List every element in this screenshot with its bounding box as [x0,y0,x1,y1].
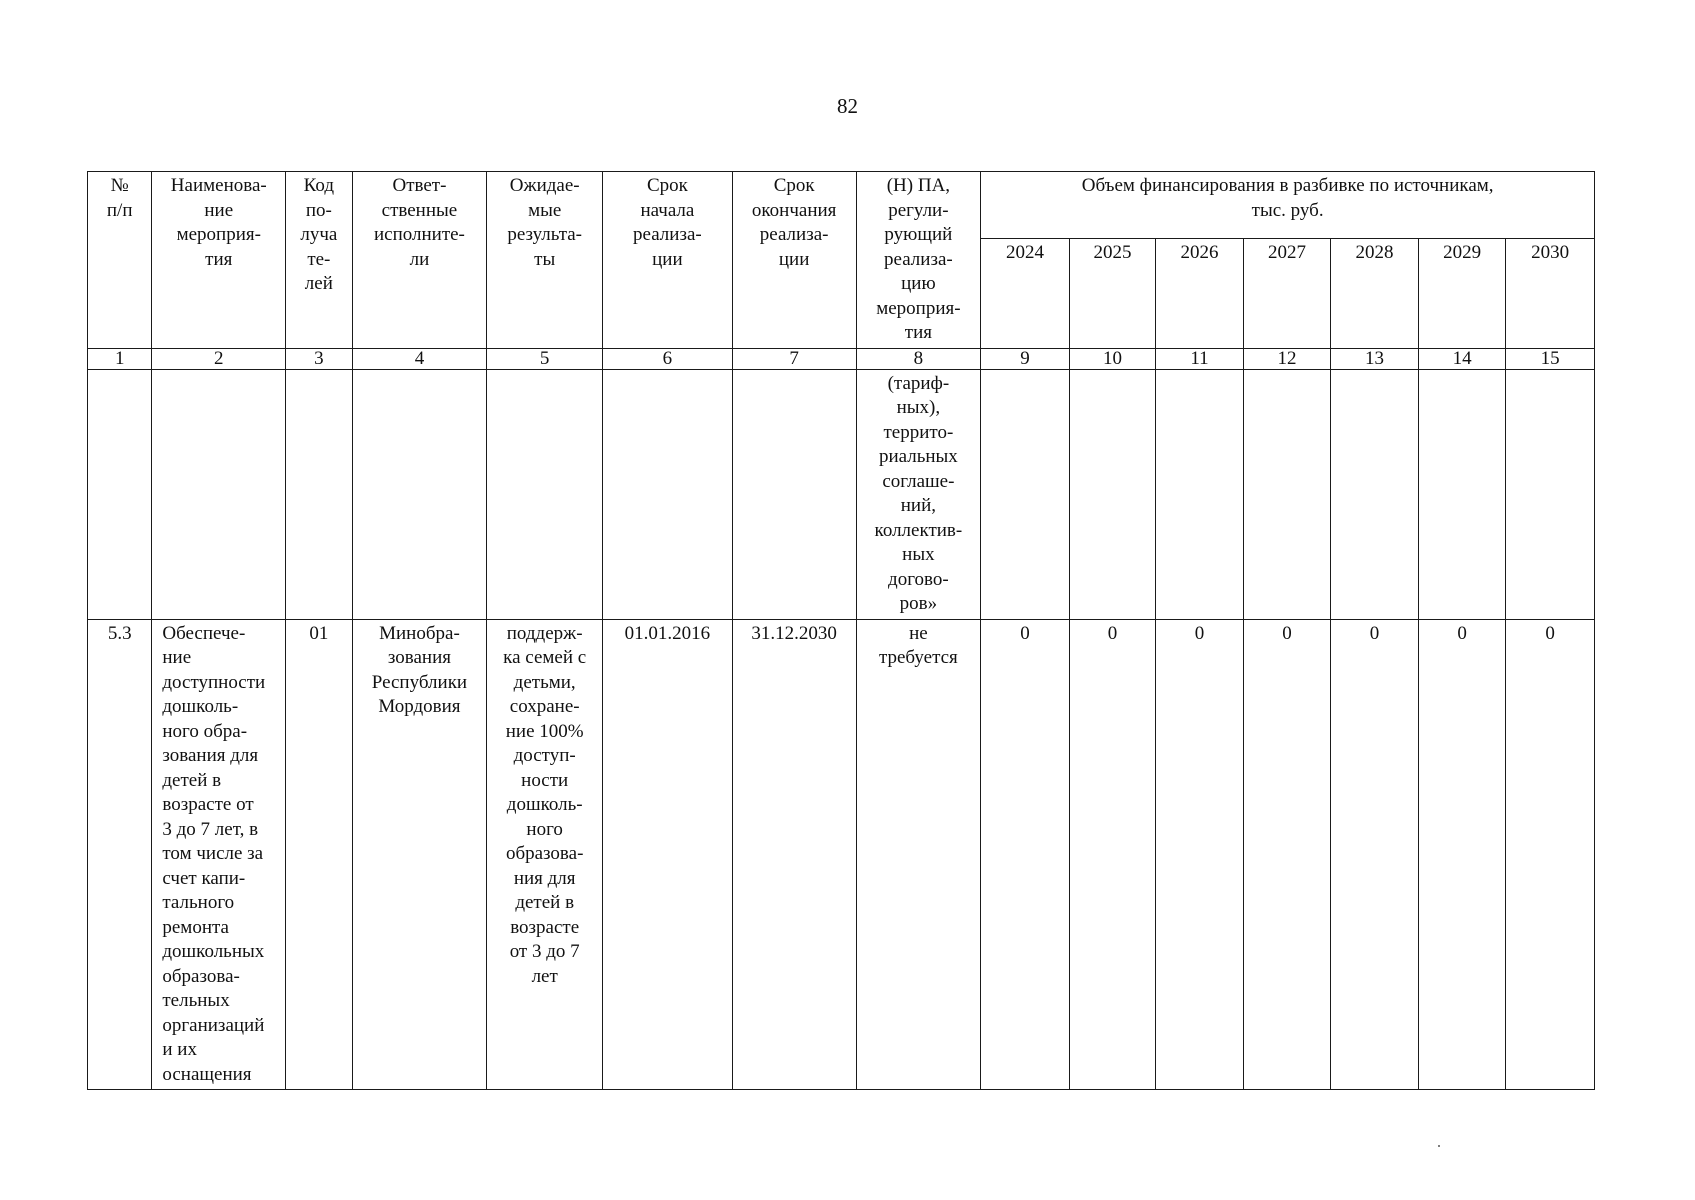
cell-value: 0 [1418,619,1506,1090]
financing-table [87,171,1595,1090]
table-row [88,369,1595,619]
table-row [88,619,1595,1090]
cell-value [1331,369,1419,619]
header-year: 2026 [1156,239,1244,348]
column-number: 3 [286,348,352,369]
cell-num [88,369,152,619]
cell-results: поддерж- ка семей с детьми, сохране- ние 100% доступ- ности дошколь- ного образова- ния для детей в возрасте от 3 до 7 лет [487,619,603,1090]
header-start: Срок начала реализа- ции [603,172,733,349]
column-number: 6 [603,348,733,369]
header-year: 2029 [1418,239,1506,348]
cell-value [1156,369,1244,619]
cell-value: 0 [1331,619,1419,1090]
cell-npa: не требуется [856,619,981,1090]
header-executor: Ответ- ственные исполните- ли [352,172,487,349]
cell-name [152,369,286,619]
column-number: 12 [1243,348,1331,369]
cell-value: 0 [981,619,1070,1090]
cell-code: 01 [286,619,352,1090]
header-code: Код по- луча те- лей [286,172,352,349]
column-number: 10 [1069,348,1156,369]
cell-value: 0 [1506,619,1595,1090]
cell-value [1418,369,1506,619]
column-number: 13 [1331,348,1419,369]
cell-end: 31.12.2030 [732,619,856,1090]
header-results: Ожидае- мые результа- ты [487,172,603,349]
column-number: 14 [1418,348,1506,369]
cell-value [1243,369,1331,619]
header-year: 2024 [981,239,1070,348]
column-number: 7 [732,348,856,369]
column-number: 5 [487,348,603,369]
cell-value: 0 [1069,619,1156,1090]
cell-num: 5.3 [88,619,152,1090]
column-number: 9 [981,348,1070,369]
header-row [88,172,1595,239]
cell-executor: Минобра- зования Республики Мордовия [352,619,487,1090]
header-year: 2025 [1069,239,1156,348]
page-number: 82 [837,94,858,118]
cell-value: 0 [1243,619,1331,1090]
column-number: 8 [856,348,981,369]
cell-results [487,369,603,619]
column-number: 15 [1506,348,1595,369]
cell-name: Обеспече- ние доступности дошколь- ного обра- зования для детей в возрасте от 3 до 7 лет, в том числе за счет капи- тального ремонта дошкольных образова- тельных организаций и их оснащения [152,619,286,1090]
cell-code [286,369,352,619]
cell-start: 01.01.2016 [603,619,733,1090]
header-end: Срок окончания реализа- ции [732,172,856,349]
header-name: Наименова- ние мероприя- тия [152,172,286,349]
column-number: 4 [352,348,487,369]
header-year: 2028 [1331,239,1419,348]
cell-value [1069,369,1156,619]
header-year: 2027 [1243,239,1331,348]
column-numbers-row [88,348,1595,369]
column-number: 11 [1156,348,1244,369]
cell-start [603,369,733,619]
header-year: 2030 [1506,239,1595,348]
header-funding: Объем финансирования в разбивке по источникам, тыс. руб. [981,172,1595,239]
column-number: 2 [152,348,286,369]
header-num: № п/п [88,172,152,349]
column-number: 1 [88,348,152,369]
scan-speck [1438,1145,1440,1147]
cell-executor [352,369,487,619]
cell-value [1506,369,1595,619]
cell-value [981,369,1070,619]
cell-end [732,369,856,619]
header-npa: (Н) ПА, регули- рующий реализа- цию мероприя- тия [856,172,981,349]
cell-value: 0 [1156,619,1244,1090]
cell-npa: (тариф- ных), террито- риальных соглаше- ний, коллектив- ных догово- ров» [856,369,981,619]
